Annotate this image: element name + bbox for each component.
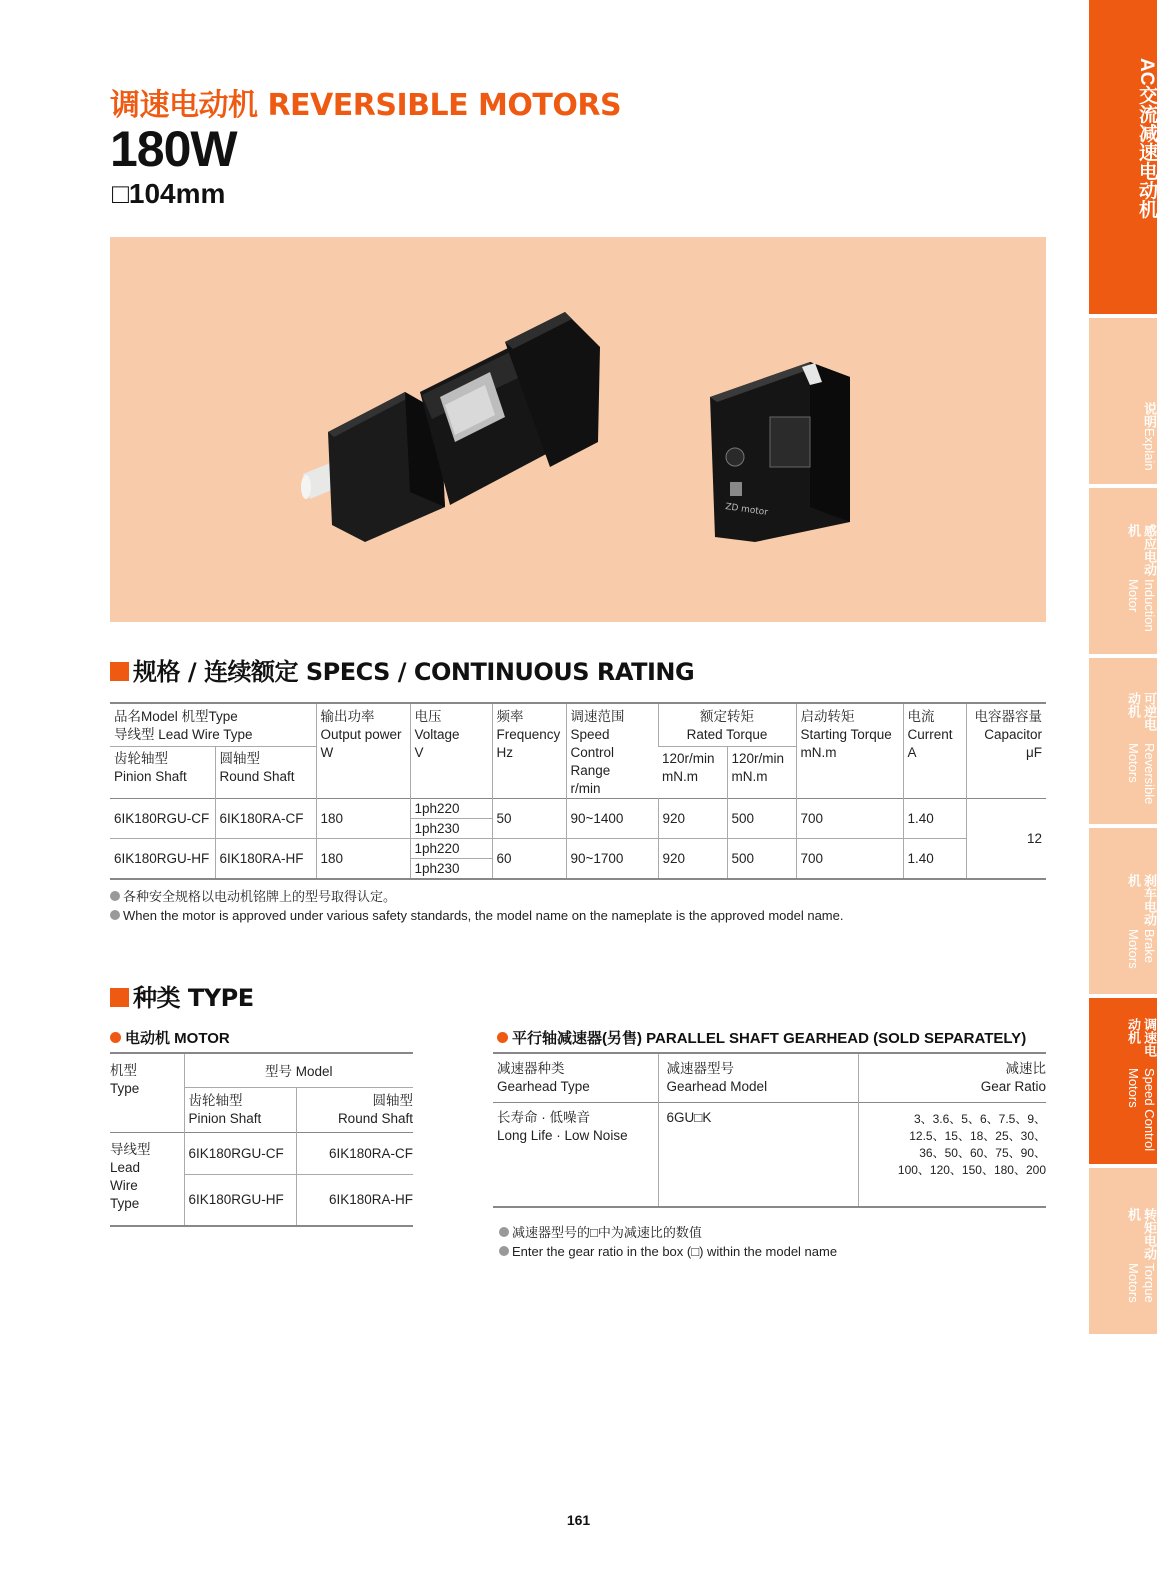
motor-head-type: 机型 Type xyxy=(110,1063,140,1096)
spec-start: 700 xyxy=(796,839,903,880)
table-row xyxy=(110,799,1046,839)
specs-head-speed-range: 调速范围 Speed Control Range r/min xyxy=(566,703,658,799)
motor-head-round: 圆轴型 Round Shaft xyxy=(296,1088,413,1133)
tab-label: 可逆电动机 Reversible Motors xyxy=(1126,692,1157,804)
specs-head-starting-torque: 启动转矩 Starting Torque mN.m xyxy=(796,703,903,799)
spec-frequency: 50 xyxy=(492,799,566,839)
tab-label: 转矩电动机 Torque Motors xyxy=(1126,1208,1157,1304)
spec-rt2: 500 xyxy=(727,839,796,880)
dot-bullet-icon xyxy=(110,1032,121,1043)
spec-round: 6IK180RA-CF xyxy=(215,799,316,839)
tab-speed-control-motors[interactable] xyxy=(1089,998,1157,1164)
tab-label: 说明 Explain xyxy=(1142,401,1157,471)
spec-current: 1.40 xyxy=(903,839,966,880)
tab-label: 感应电动机 Induction Motor xyxy=(1126,524,1157,632)
tab-ac-gear-motors[interactable] xyxy=(1089,0,1157,314)
specs-head-capacitor: 电容器容量 Capacitor μF xyxy=(966,703,1046,799)
motor-row-type: 导线型 Lead Wire Type xyxy=(110,1133,184,1226)
square-bullet-icon xyxy=(110,662,129,681)
table-row xyxy=(110,1133,413,1175)
motor-type-table xyxy=(110,1052,413,1227)
tab-induction-motor[interactable] xyxy=(1089,488,1157,654)
specs-head-rated-torque: 额定转矩 Rated Torque xyxy=(658,703,796,747)
spec-voltage xyxy=(410,799,492,839)
spec-voltage-2: 1ph230 xyxy=(414,861,460,876)
motor-subtitle: 电动机 MOTOR xyxy=(110,1027,230,1048)
square-bullet-icon xyxy=(110,988,129,1007)
gearhead-head-ratio: 减速比 Gear Ratio xyxy=(858,1053,1046,1103)
gearhead-note-en: Enter the gear ratio in the box (□) within the model name xyxy=(499,1244,837,1259)
dot-bullet-icon xyxy=(497,1032,508,1043)
spec-start: 700 xyxy=(796,799,903,839)
spec-voltage-1: 1ph220 xyxy=(411,839,492,859)
spec-voltage xyxy=(410,839,492,880)
table-row xyxy=(493,1103,1046,1207)
tab-label: AC交流减速电动机 xyxy=(1136,58,1157,219)
spec-output: 180 xyxy=(316,839,410,880)
gearhead-ratios: 3、3.6、5、6、7.5、9、 12.5、15、18、25、30、 36、50、60、75、90、 100、120、150、180、200 xyxy=(858,1103,1046,1207)
specs-head-rt2: 120r/min mN.m xyxy=(727,747,796,799)
bullet-icon xyxy=(499,1227,509,1237)
gearhead-type: 长寿命 · 低噪音 Long Life · Low Noise xyxy=(497,1110,628,1143)
spec-pinion: 6IK180RGU-CF xyxy=(114,810,210,826)
specs-head-current: 电流 Current A xyxy=(903,703,966,799)
bullet-icon xyxy=(110,891,120,901)
specs-note-en: When the motor is approved under various safety standards, the model name on the nameplate is the approved model name. xyxy=(110,908,843,923)
spec-output: 180 xyxy=(316,799,410,839)
spec-voltage-1: 1ph220 xyxy=(411,799,492,819)
tab-explain[interactable] xyxy=(1089,318,1157,484)
spec-frequency: 60 xyxy=(492,839,566,880)
tab-label: 刹车电动机 Brake Motors xyxy=(1126,874,1157,969)
spec-pinion: 6IK180RGU-HF xyxy=(114,850,210,866)
tab-brake-motors[interactable] xyxy=(1089,828,1157,994)
motor-pinion: 6IK180RGU-HF xyxy=(184,1175,296,1226)
gearhead-subtitle: 平行轴减速器(另售) PARALLEL SHAFT GEARHEAD (SOLD SEPARATELY) xyxy=(497,1027,1026,1048)
controller-brand: ZD motor xyxy=(724,502,769,518)
type-section-title: 种类 TYPE xyxy=(110,978,254,1013)
spec-current: 1.40 xyxy=(903,799,966,839)
page-title: 调速电动机 REVERSIBLE MOTORS xyxy=(110,88,622,123)
specs-note-cn: 各种安全规格以电动机铭牌上的型号取得认定。 xyxy=(110,886,396,905)
specs-head-frequency: 频率 Frequency Hz xyxy=(492,703,566,799)
spec-round: 6IK180RA-HF xyxy=(215,839,316,880)
speed-controller xyxy=(710,362,850,542)
spec-range: 90~1700 xyxy=(566,839,658,880)
frame-size: □104mm xyxy=(112,178,226,209)
tab-torque-motors[interactable] xyxy=(1089,1168,1157,1334)
spec-capacitor: 12 xyxy=(966,799,1046,880)
gearhead-model: 6GU□K xyxy=(658,1103,858,1207)
product-illustration xyxy=(110,237,1046,622)
bullet-icon xyxy=(110,910,120,920)
gearhead-head-type: 减速器种类 Gearhead Type xyxy=(497,1061,590,1094)
specs-section-title: 规格 / 连续额定 SPECS / CONTINUOUS RATING xyxy=(110,652,694,687)
motor-head-model: 型号 Model xyxy=(184,1053,413,1088)
product-photo xyxy=(110,237,1046,622)
specs-head-lead-type: 导线型 Lead Wire Type xyxy=(114,727,253,742)
page-number: 161 xyxy=(566,1512,591,1528)
specs-head-output: 输出功率 Output power W xyxy=(316,703,410,799)
spec-range: 90~1400 xyxy=(566,799,658,839)
motor-round: 6IK180RA-HF xyxy=(296,1175,413,1226)
gearhead-head-model: 减速器型号 Gearhead Model xyxy=(658,1053,858,1103)
specs-head-round: 圆轴型 Round Shaft xyxy=(215,747,316,799)
power-rating: 180W xyxy=(110,121,237,177)
specs-head-model: 品名Model 机型Type xyxy=(114,709,238,724)
table-row xyxy=(110,839,1046,880)
motor-round: 6IK180RA-CF xyxy=(296,1133,413,1175)
gearhead-table xyxy=(493,1052,1046,1208)
motor-head-pinion: 齿轮轴型 Pinion Shaft xyxy=(184,1088,296,1133)
spec-rt1: 920 xyxy=(658,839,727,880)
spec-voltage-2: 1ph230 xyxy=(414,821,460,836)
spec-rt2: 500 xyxy=(727,799,796,839)
spec-rt1: 920 xyxy=(658,799,727,839)
tab-label: 调速电动机 Speed Control Motors xyxy=(1126,1018,1157,1151)
tab-reversible-motors[interactable] xyxy=(1089,658,1157,824)
specs-head-rt1: 120r/min mN.m xyxy=(662,751,715,784)
bullet-icon xyxy=(499,1246,509,1256)
motor-pinion: 6IK180RGU-CF xyxy=(184,1133,296,1175)
gearhead-note-cn: 减速器型号的□中为减速比的数值 xyxy=(499,1222,702,1241)
specs-head-pinion: 齿轮轴型 Pinion Shaft xyxy=(110,747,215,799)
specs-head-voltage: 电压 Voltage V xyxy=(410,703,492,799)
specs-table xyxy=(110,702,1046,880)
